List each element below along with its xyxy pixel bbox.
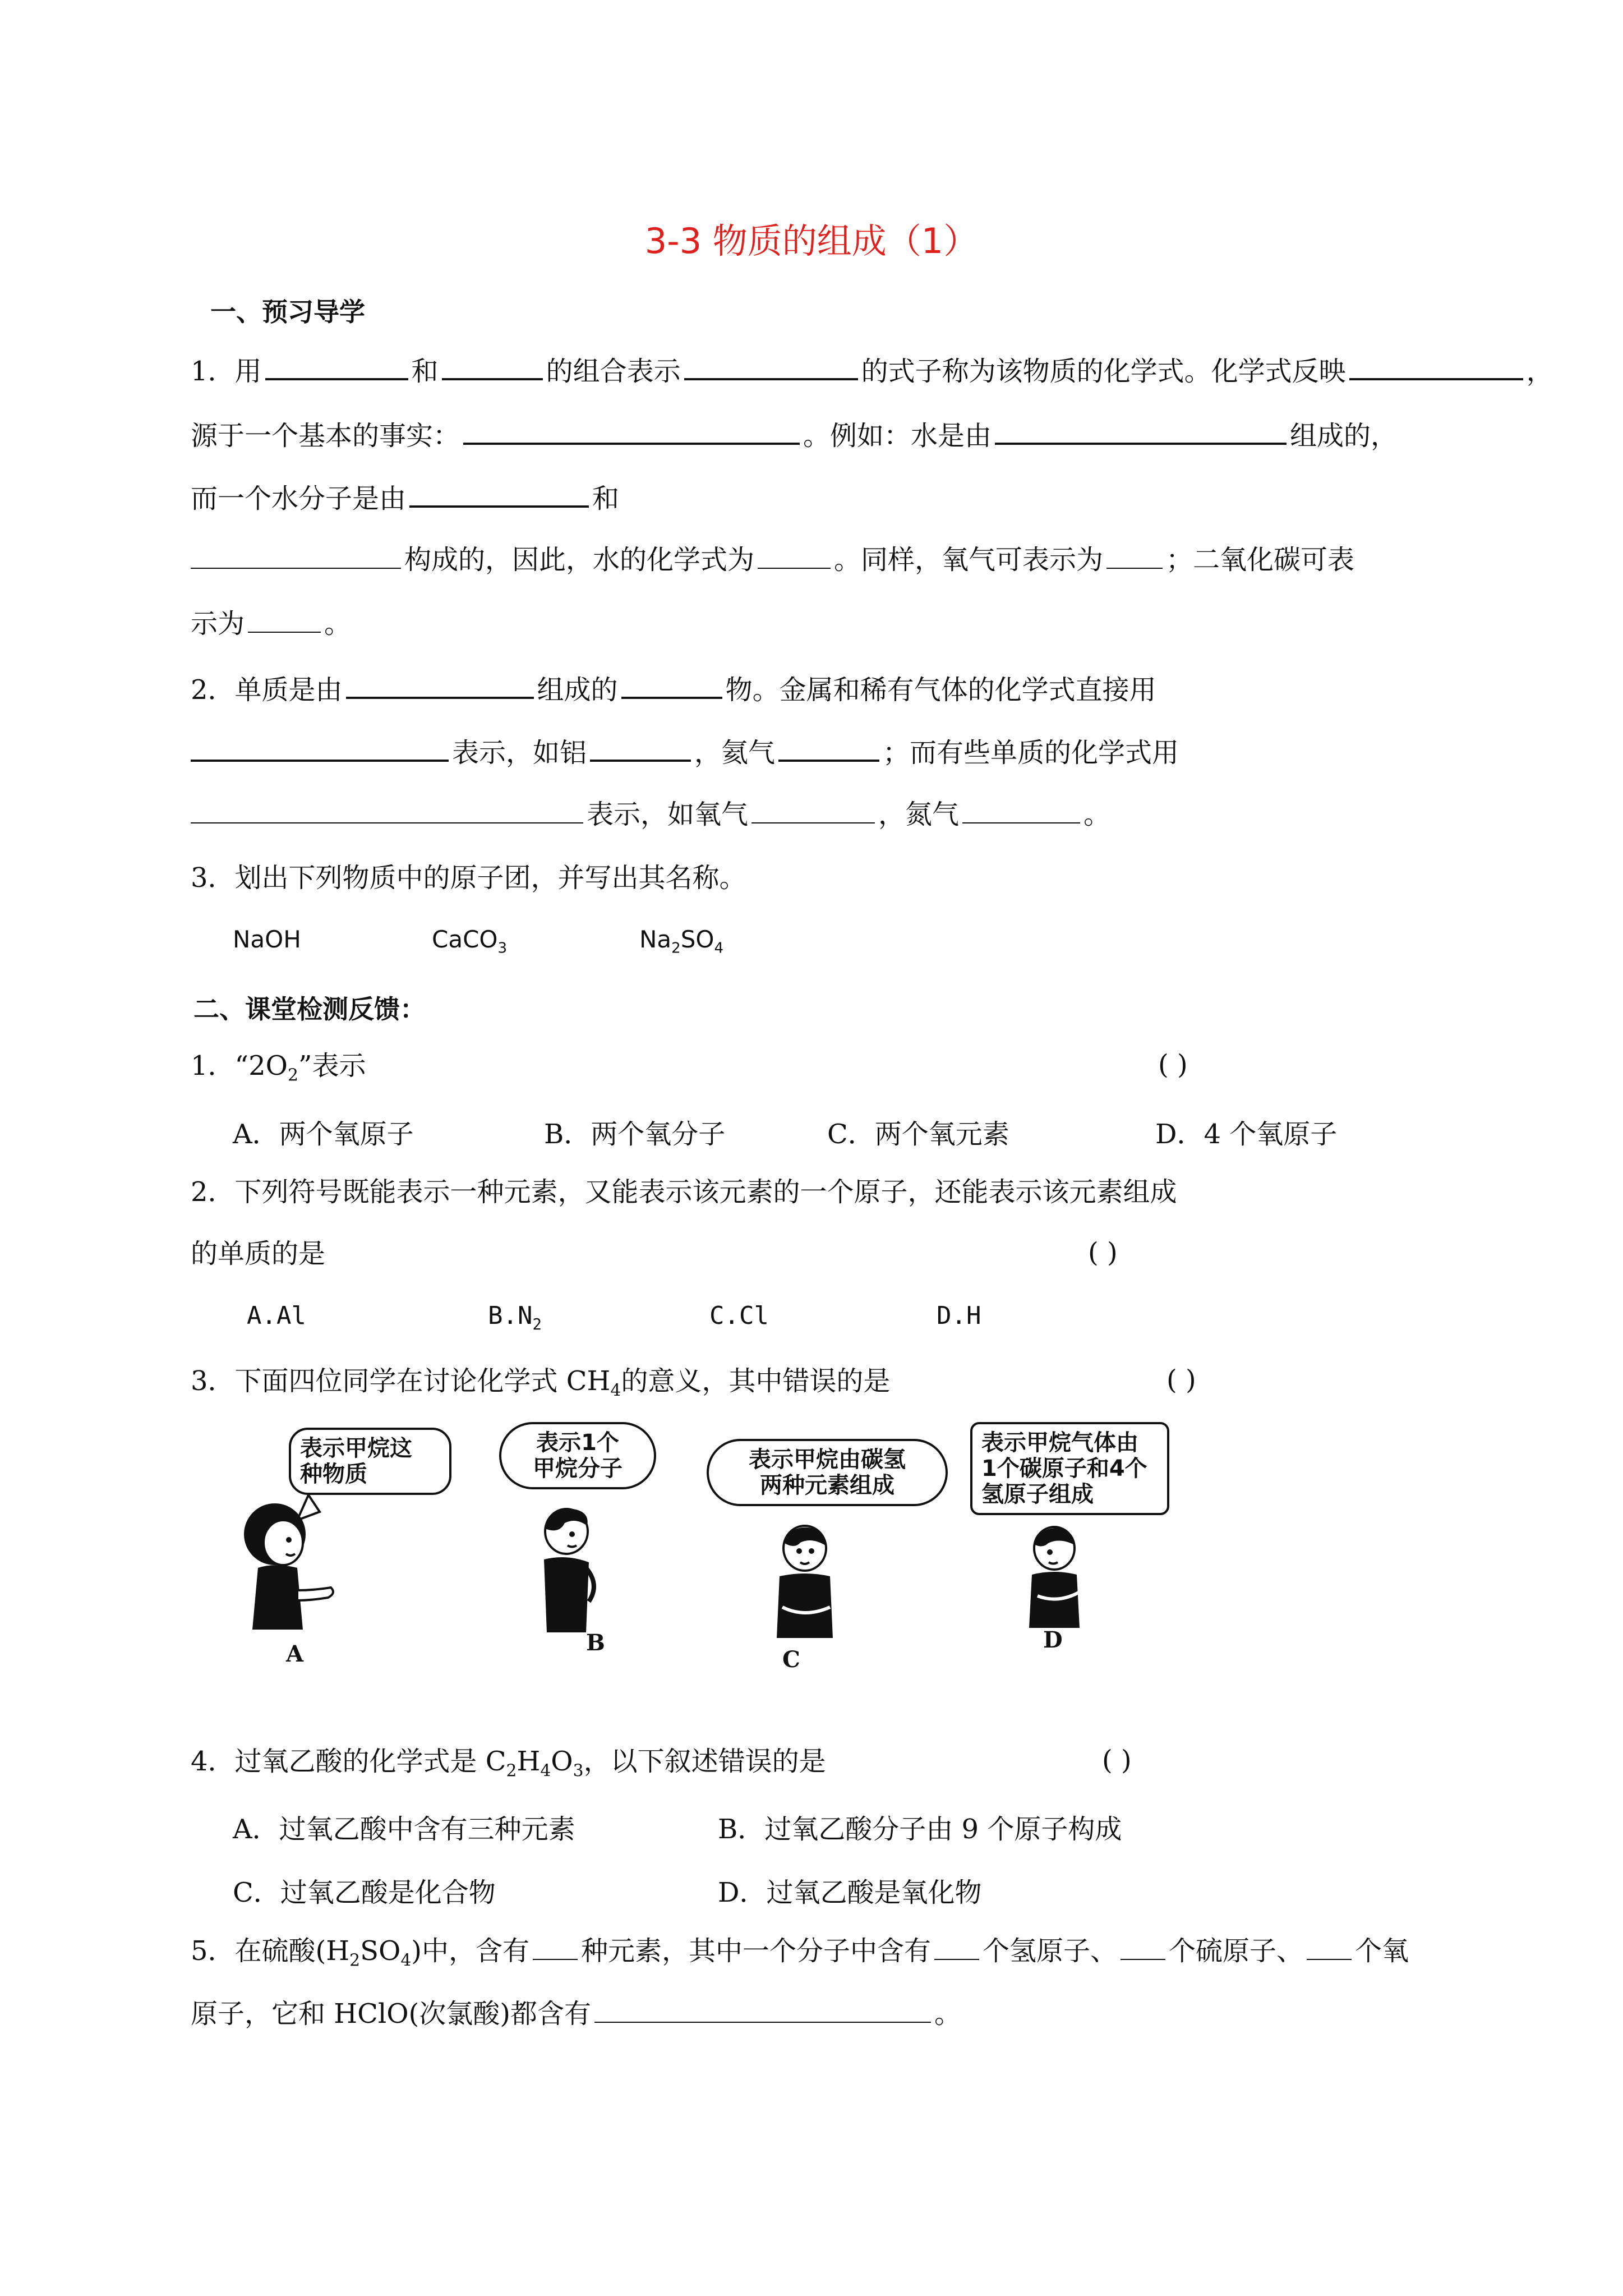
s1-q2-line2 [191, 735, 1179, 770]
option-c[interactable]: C．两个氧元素 [827, 1119, 1009, 1150]
text: 。同样，氧气可表示为 [834, 544, 1104, 576]
s2-q2-stem1: 2．下列符号既能表示一种元素，又能表示该元素的一个原子，还能表示该元素组成 [191, 1176, 1177, 1208]
formula-naoh: NaOH [233, 926, 301, 953]
speech-bubble-d [970, 1422, 1169, 1515]
subscript: 2 [532, 1315, 542, 1333]
option-c[interactable]: C.Cl [709, 1301, 769, 1330]
text: SO [680, 926, 714, 953]
answer-blank[interactable] [684, 353, 858, 380]
speech-bubble-a [289, 1428, 451, 1495]
text: ；而有些单质的化学式用 [883, 737, 1179, 769]
boy-figure-icon [533, 1506, 617, 1641]
subscript: 4 [714, 940, 723, 957]
bubble-text: 表示甲烷气体由 [981, 1430, 1138, 1456]
text: 1．用 [191, 356, 262, 387]
answer-blank[interactable] [191, 543, 401, 569]
text: 表示，如氧气 [587, 799, 749, 830]
text: O [551, 1746, 573, 1777]
answer-paren[interactable]: ( ) [1102, 1745, 1132, 1776]
text: ， [1526, 356, 1553, 387]
answer-blank[interactable] [533, 1934, 578, 1960]
s1-q1-line3 [191, 481, 619, 516]
text: 物。金属和稀有气体的化学式直接用 [725, 674, 1156, 706]
answer-blank[interactable] [463, 418, 800, 445]
subscript: 2 [287, 1065, 298, 1085]
text: 源于一个基本的事实： [191, 420, 460, 452]
text: 示为 [191, 608, 245, 639]
cartoon-label: D [1043, 1627, 1063, 1653]
answer-blank[interactable] [934, 1934, 979, 1960]
s1-q2-line1 [191, 672, 1156, 707]
answer-blank[interactable] [409, 481, 589, 508]
text: 3．下面四位同学在讨论化学式 CH [191, 1365, 611, 1397]
answer-blank[interactable] [594, 1997, 931, 2023]
text: 2．单质是由 [191, 674, 343, 706]
text: Na [639, 926, 672, 953]
answer-blank[interactable] [621, 672, 722, 699]
subscript: 3 [573, 1761, 584, 1781]
option-d[interactable]: D.H [937, 1301, 981, 1330]
s2-q4-stem [191, 1745, 826, 1788]
girl-figure-icon [236, 1495, 359, 1641]
s1-q2-line3 [191, 798, 1110, 831]
answer-blank[interactable] [1307, 1934, 1352, 1960]
text: 的式子称为该物质的化学式。化学式反映 [861, 356, 1346, 387]
text: ，氮气 [878, 799, 960, 830]
formula-na2so4 [639, 926, 723, 956]
answer-blank[interactable] [191, 798, 583, 823]
s1-q1-line2 [191, 418, 1398, 453]
text: 个氧 [1355, 1935, 1409, 1967]
answer-blank[interactable] [248, 607, 321, 633]
subscript: 4 [400, 1950, 412, 1971]
text: 个氢原子、 [983, 1935, 1118, 1967]
text: CaCO [432, 926, 498, 953]
bubble-text: 表示甲烷由碳氢 [749, 1447, 906, 1473]
text: 5．在硫酸(H [191, 1935, 350, 1967]
option-a[interactable]: A．过氧乙酸中含有三种元素 [233, 1814, 575, 1845]
subscript: 2 [349, 1950, 361, 1971]
answer-blank[interactable] [778, 735, 879, 762]
s2-q5-line1 [191, 1934, 1409, 1978]
text: 组成的， [1290, 420, 1398, 452]
text: ；二氧化碳可表 [1166, 544, 1355, 576]
s2-q2-stem2: 的单质的是 [191, 1238, 326, 1269]
answer-blank[interactable] [758, 543, 831, 569]
answer-blank[interactable] [1106, 543, 1163, 569]
s1-q1-line4 [191, 543, 1354, 577]
s2-q5-line2 [191, 1997, 961, 2031]
subscript: 2 [671, 940, 681, 957]
option-a[interactable]: A．两个氧原子 [233, 1119, 414, 1150]
option-b[interactable] [488, 1301, 542, 1333]
answer-blank[interactable] [590, 735, 691, 762]
cartoon-label: A [286, 1641, 304, 1667]
subscript: 3 [497, 940, 508, 957]
s2-q1-stem [191, 1049, 366, 1093]
s1-q3-stem: 3．划出下列物质中的原子团，并写出其名称。 [191, 862, 746, 894]
bubble-text: 1个碳原子和4个 [981, 1456, 1147, 1481]
s1-q1-line1 [191, 353, 1553, 388]
text: 的组合表示 [546, 356, 681, 387]
answer-paren[interactable]: ( ) [1158, 1049, 1188, 1080]
text: 和 [411, 356, 439, 387]
text: 。 [934, 1998, 962, 2030]
boy-figure-icon [766, 1523, 850, 1646]
text: )中，含有 [411, 1935, 529, 1967]
bubble-text: 两种元素组成 [760, 1473, 895, 1498]
option-a[interactable]: A.Al [247, 1301, 306, 1330]
option-b[interactable]: B．两个氧分子 [544, 1119, 726, 1150]
text: ”表示 [298, 1050, 366, 1082]
text: 而一个水分子是由 [191, 483, 407, 514]
s2-q3-stem [191, 1364, 890, 1408]
section-heading-feedback: 二、课堂检测反馈： [193, 994, 426, 1024]
answer-blank[interactable] [751, 798, 875, 823]
boy-figure-icon [1015, 1523, 1105, 1635]
text: SO [360, 1935, 401, 1967]
text: 个硫原子、 [1169, 1935, 1304, 1967]
page-title: 3-3 物质的组成（1） [644, 220, 979, 261]
option-b[interactable]: B．过氧乙酸分子由 9 个原子构成 [718, 1814, 1122, 1845]
text: B.N [488, 1301, 533, 1330]
answer-blank[interactable] [442, 353, 543, 380]
speech-bubble-b [499, 1422, 656, 1489]
text: 1．“2O [191, 1050, 288, 1082]
bubble-text: 氢原子组成 [981, 1481, 1094, 1507]
speech-bubble-c [707, 1439, 948, 1506]
answer-blank[interactable] [191, 735, 449, 762]
cartoon-b [488, 1422, 679, 1663]
text: 和 [592, 483, 620, 514]
subscript: 4 [540, 1761, 551, 1781]
cartoon-d [965, 1422, 1178, 1663]
answer-blank[interactable] [1121, 1934, 1165, 1960]
answer-paren[interactable]: ( ) [1088, 1237, 1118, 1268]
cartoon-label: B [586, 1630, 605, 1656]
text: 种元素，其中一个分子中含有 [580, 1935, 931, 1967]
bubble-text: 表示甲烷这 [300, 1435, 412, 1461]
section-heading-preview: 一、预习导学 [210, 297, 365, 327]
text: H [517, 1746, 541, 1777]
cartoon-c [707, 1439, 948, 1674]
text: 原子，它和 HClO(次氯酸)都含有 [191, 1998, 592, 2030]
answer-paren[interactable]: ( ) [1166, 1364, 1196, 1396]
bubble-text: 表示1个 [536, 1430, 619, 1456]
text: ，以下叙述错误的是 [583, 1746, 826, 1777]
text: 组成的 [537, 674, 618, 706]
s1-q1-line5 [191, 607, 351, 641]
bubble-text: 种物质 [300, 1461, 367, 1487]
answer-blank[interactable] [1349, 353, 1523, 380]
answer-blank[interactable] [265, 353, 408, 380]
text: 表示，如铝 [452, 737, 587, 769]
text: ，氦气 [694, 737, 776, 769]
formula-caco3 [432, 926, 507, 956]
text: 。例如：水是由 [803, 420, 992, 452]
option-c[interactable]: C．过氧乙酸是化合物 [233, 1877, 496, 1908]
bubble-text: 甲烷分子 [533, 1456, 623, 1481]
answer-blank[interactable] [346, 672, 534, 699]
subscript: 4 [610, 1381, 621, 1401]
text: 4．过氧乙酸的化学式是 C [191, 1746, 506, 1777]
answer-blank[interactable] [995, 418, 1287, 445]
text: 的意义，其中错误的是 [621, 1365, 891, 1397]
option-d[interactable]: D．过氧乙酸是氧化物 [718, 1877, 982, 1908]
text: 构成的，因此，水的化学式为 [404, 544, 755, 576]
text: 。 [1083, 799, 1111, 830]
text: 。 [324, 608, 352, 639]
cartoon-label: C [782, 1646, 800, 1673]
option-d[interactable]: D．4 个氧原子 [1155, 1119, 1338, 1150]
answer-blank[interactable] [962, 798, 1080, 823]
cartoon-a [236, 1428, 443, 1667]
subscript: 2 [506, 1761, 517, 1781]
